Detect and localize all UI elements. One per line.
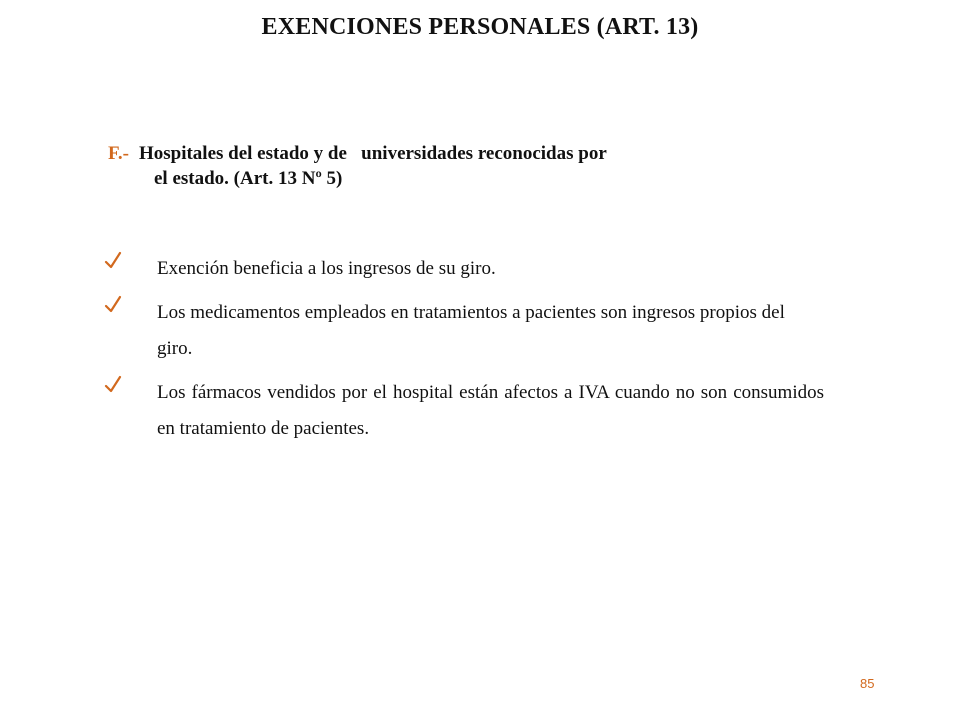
section-heading-line2: el estado. (Art. 13 Nº 5) [154, 168, 343, 189]
section-heading-line1: Hospitales del estado y de universidades reconocidas por [138, 143, 607, 164]
checkmark-icon [104, 295, 124, 317]
bullet-text: Exención beneficia a los ingresos de su giro. [157, 258, 496, 279]
bullet-item [104, 375, 824, 447]
bullet-list [104, 251, 824, 455]
page-number: 85 [860, 676, 875, 691]
slide-title: EXENCIONES PERSONALES (ART. 13) [261, 14, 699, 40]
checkmark-icon [104, 375, 124, 397]
checkmark-icon [104, 251, 124, 273]
bullet-item [104, 295, 824, 367]
section-marker: F.- [108, 143, 129, 164]
bullet-text: Los fármacos vendidos por el hospital están afectos a IVA cuando no son consumidos en tratamiento de pacientes. [157, 382, 824, 439]
section-heading [108, 141, 808, 191]
bullet-item [104, 251, 824, 287]
bullet-text: Los medicamentos empleados en tratamientos a pacientes son ingresos propios del giro. [157, 302, 785, 359]
